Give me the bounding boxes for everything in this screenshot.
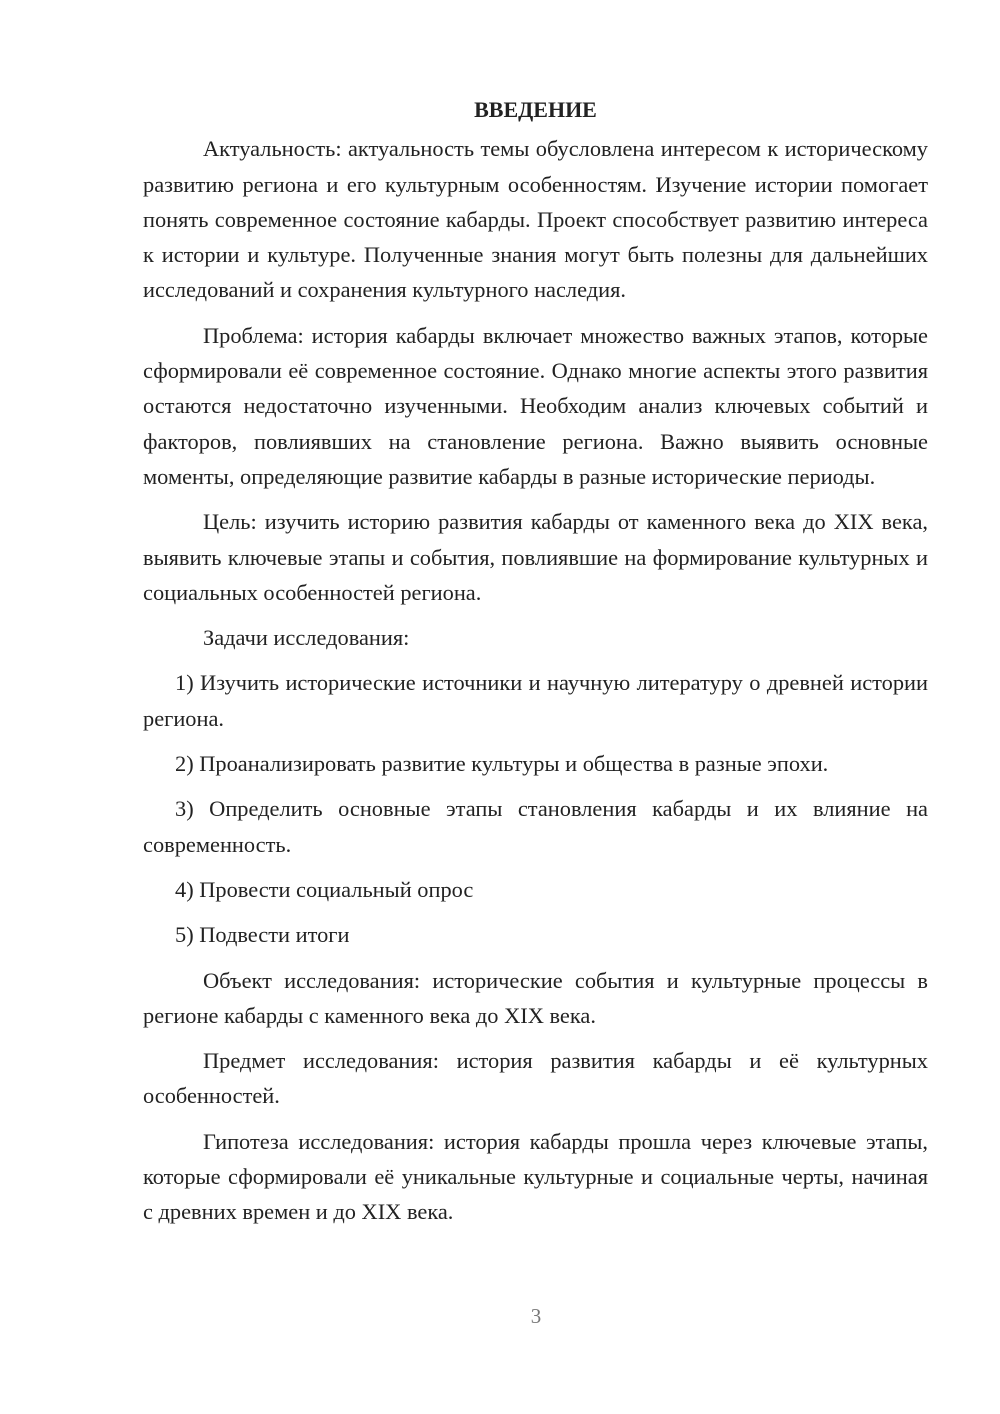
paragraph-subject: Предмет исследования: история развития кабарды и её культурных особенностей. xyxy=(143,1048,928,1109)
paragraph-object: Объект исследования: исторические события и культурные процессы в регионе кабарды с каменного века до XIX века. xyxy=(143,967,928,1028)
task-item-2: 2) Проанализировать развитие культуры и общества в разные эпохи. xyxy=(175,751,829,777)
paragraph-relevance: Актуальность: актуальность темы обусловлена интересом к историческому развитию региона и его культурным особенностям. Изучение истории помогает понять современное состояние кабарды. Проект способствует развитию интереса к истории и культуре. Полученные знания могут быть полезны для дальнейших исследований и сохранения культурного наследия. xyxy=(143,136,928,303)
page-content xyxy=(143,92,928,1240)
task-item-3: 3) Определить основные этапы становления кабарды и их влияние на современность. xyxy=(143,796,928,857)
paragraph-goal: Цель: изучить историю развития кабарды от каменного века до XIX века, выявить ключевые этапы и события, повлиявшие на формирование культурных и социальных особенностей региона. xyxy=(143,509,928,605)
tasks-heading: Задачи исследования: xyxy=(203,625,410,651)
page-number: 3 xyxy=(530,1304,542,1328)
task-item-1: 1) Изучить исторические источники и научную литературу о древней истории региона. xyxy=(143,670,928,731)
section-heading: ВВЕДЕНИЕ xyxy=(474,97,597,122)
paragraph-problem: Проблема: история кабарды включает множество важных этапов, которые сформировали её современное состояние. Однако многие аспекты этого развития остаются недостаточно изученными. Необходим анализ ключевых событий и факторов, повлиявших на становление региона. Важно выявить основные моменты, определяющие развитие кабарды в разные исторические периоды. xyxy=(143,322,928,489)
task-item-4: 4) Провести социальный опрос xyxy=(175,876,474,902)
paragraph-hypothesis: Гипотеза исследования: история кабарды прошла через ключевые этапы, которые сформировали её уникальные культурные и социальные черты, начиная с древних времен и до XIX века. xyxy=(143,1128,928,1225)
task-item-5: 5) Подвести итоги xyxy=(175,922,350,948)
